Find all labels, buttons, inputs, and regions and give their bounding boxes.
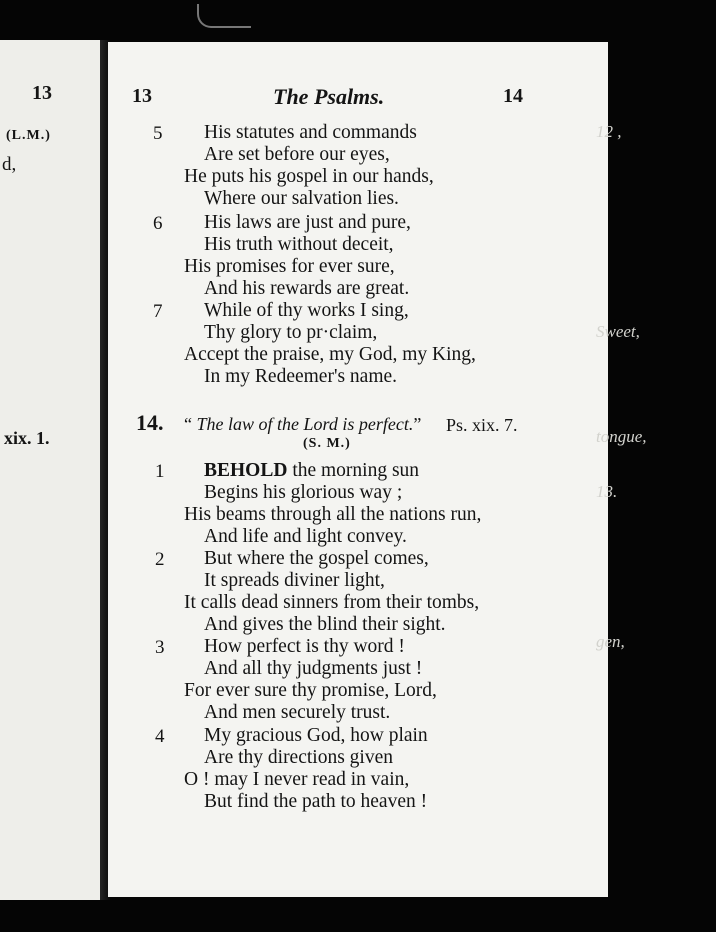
quote-close: ” [413,414,422,434]
hymn-number: 14. [136,410,164,435]
left-page-fragment [0,40,100,900]
verse-line: But find the path to heaven ! [204,791,428,812]
verse-line: He puts his gospel in our hands, [184,166,434,187]
left-page-line-fragment: d, [2,154,17,175]
verse-line: Where our salvation lies. [204,188,399,209]
verse-line: His truth without deceit, [204,234,394,255]
verse-line: And gives the blind their sight. [204,614,446,635]
verse-line: It calls dead sinners from their tombs, [184,592,480,613]
verse-line: Begins his glorious way ; [204,482,403,503]
hymn-epigraph [184,414,421,435]
verse-number: 7 [153,301,163,322]
page [108,42,647,897]
verse-number: 2 [155,549,165,570]
verse-line: For ever sure thy promise, Lord, [184,680,437,701]
bleed-through-text: Sweet, [596,322,640,341]
verse-line: But where the gospel comes, [204,548,429,569]
verse-number: 6 [153,213,163,234]
verse-line: It spreads diviner light, [204,570,385,591]
verse-line: My gracious God, how plain [204,725,428,746]
verse-number: 1 [155,461,165,482]
verse-line: And his rewards are great. [204,278,410,299]
page-title: The Psalms. [273,84,385,109]
hymn-quote: The law of the Lord is perfect. [196,414,414,434]
verse-line: Are thy directions given [204,747,393,768]
verse-line: His laws are just and pure, [204,212,411,233]
verse-line: Are set before our eyes, [204,144,390,165]
hymn-meter: (S. M.) [303,436,351,451]
verse-line [204,460,419,482]
verse-line: And life and light convey. [204,526,407,547]
bleed-through-text: tongue, [596,427,647,446]
verse-line: Accept the praise, my God, my King, [184,344,476,365]
verse-line: O ! may I never read in vain, [184,769,410,790]
verse-number: 4 [155,726,165,747]
left-page-number: 13 [32,82,52,104]
verse-number: 5 [153,123,163,144]
verse-number: 3 [155,637,165,658]
verse-line: How perfect is thy word ! [204,636,405,657]
verse-line: In my Redeemer's name. [204,366,398,387]
left-page-meter: (L.M.) [6,128,51,143]
header-right-number: 14 [503,85,523,107]
verse-line: And all thy judgments just ! [204,658,423,679]
quote-open: “ [184,414,192,434]
verse-line: Thy glory to pr·claim, [204,322,378,343]
hymn-reference: Ps. xix. 7. [446,415,518,435]
bleed-through-text: gen, [596,632,625,651]
verse-line: And men securely trust. [204,702,391,723]
bleed-through-text: 13. [596,482,618,501]
left-page-reference: xix. 1. [4,428,50,448]
verse-line: His promises for ever sure, [184,256,395,277]
first-word: BEHOLD [204,460,288,481]
verse-line: While of thy works I sing, [204,300,409,321]
scan-mark [197,4,251,28]
verse-line: His statutes and commands [204,122,417,143]
bleed-through-text: 12 , [596,122,622,141]
first-line-rest: the morning sun [287,460,420,481]
header-left-number: 13 [132,85,152,107]
verse-line: His beams through all the nations run, [184,504,482,525]
